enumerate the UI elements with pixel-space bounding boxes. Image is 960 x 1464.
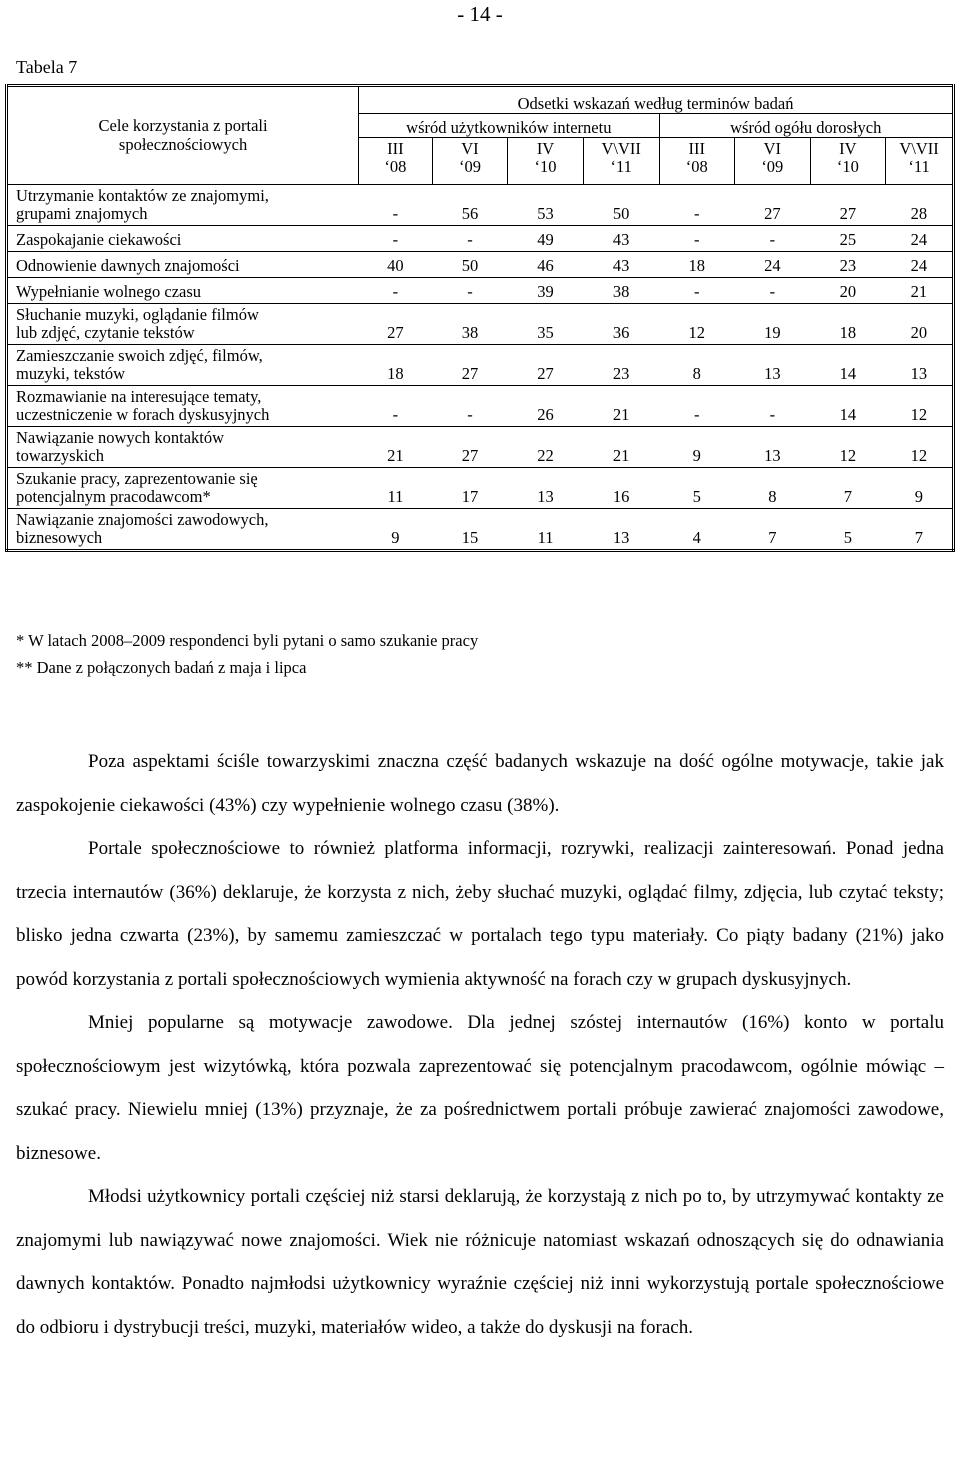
table-caption: Tabela 7 xyxy=(16,57,78,77)
table-row xyxy=(7,344,954,385)
table-cell: 38 xyxy=(432,303,508,344)
footnote-2: ** Dane z połączonych badań z maja i lipca xyxy=(16,658,307,677)
term-header: III ‘08 xyxy=(659,138,735,185)
row-label: Słuchanie muzyki, oglądanie filmów lub zdjęć, czytanie tekstów xyxy=(7,303,359,344)
table-cell: 21 xyxy=(583,426,659,467)
footnote-1: * W latach 2008‒2009 respondenci byli pytani o samo szukanie pracy xyxy=(16,631,479,650)
table-cell: 13 xyxy=(886,344,954,385)
table-cell: 26 xyxy=(508,385,584,426)
row-label: Odnowienie dawnych znajomości xyxy=(7,251,359,277)
term-header: III ‘08 xyxy=(359,138,433,185)
row-label: Zaspokajanie ciekawości xyxy=(7,225,359,251)
table-cell: 9 xyxy=(359,508,433,550)
table-cell: 8 xyxy=(735,467,811,508)
term-header: VI ‘09 xyxy=(432,138,508,185)
table-cell: 20 xyxy=(886,303,954,344)
paragraph: Młodsi użytkownicy portali częściej niż starsi deklarują, że korzystają z nich po to, by utrzymywać kontakty ze znajomymi lub nawiązywać nowe znajomości. Wiek nie różnicuje natomiast wskazań odnoszących się do odnawiania dawnych kontaktów. Ponadto najmłodsi użytkownicy wyraźnie częściej niż inni wykorzystują portale społecznościowe do odbioru i dystrybucji treści, muzyki, materiałów wideo, a także do dyskusji na forach. xyxy=(16,1186,944,1338)
table-cell: 13 xyxy=(735,426,811,467)
table-cell: - xyxy=(359,277,433,303)
data-table xyxy=(5,84,955,552)
table-row xyxy=(7,185,954,226)
table-cell: 19 xyxy=(735,303,811,344)
table-cell: 7 xyxy=(735,508,811,550)
table-cell: 27 xyxy=(432,344,508,385)
table-row xyxy=(7,426,954,467)
table-cell: 12 xyxy=(886,385,954,426)
row-label: Wypełnianie wolnego czasu xyxy=(7,277,359,303)
table-cell: 7 xyxy=(886,508,954,550)
table-cell: 39 xyxy=(508,277,584,303)
table-cell: 5 xyxy=(659,467,735,508)
table-cell: 4 xyxy=(659,508,735,550)
group-header-internet-users: wśród użytkowników internetu xyxy=(359,114,659,138)
table-row xyxy=(7,303,954,344)
table-cell: 20 xyxy=(810,277,886,303)
table-cell: - xyxy=(659,277,735,303)
table-cell: 13 xyxy=(735,344,811,385)
table-cell: 21 xyxy=(583,385,659,426)
table-cell: 56 xyxy=(432,185,508,226)
table-cell: 11 xyxy=(359,467,433,508)
term-header: V\VII ‘11 xyxy=(583,138,659,185)
term-header: IV ‘10 xyxy=(810,138,886,185)
table-row xyxy=(7,385,954,426)
table-row xyxy=(7,277,954,303)
paragraph: Portale społecznościowe to również platforma informacji, rozrywki, realizacji zainteresowań. Ponad jedna trzecia internautów (36%) deklaruje, że korzysta z nich, żeby słuchać muzyki, oglądać filmy, zdjęcia, lub czytać teksty; blisko jedna czwarta (23%), by samemu zamieszczać w portalach tego typu materiały. Co piąty badany (21%) jako powód korzystania z portali społecznościowych wymienia aktywność na forach czy w grupach dyskusyjnych. xyxy=(16,838,944,990)
table-cell: 12 xyxy=(886,426,954,467)
table-cell: 27 xyxy=(359,303,433,344)
table-cell: - xyxy=(659,185,735,226)
table-cell: - xyxy=(735,225,811,251)
table-cell: 23 xyxy=(810,251,886,277)
group-header-all-adults: wśród ogółu dorosłych xyxy=(659,114,954,138)
table-cell: 13 xyxy=(583,508,659,550)
table-cell: 43 xyxy=(583,225,659,251)
table-cell: - xyxy=(359,225,433,251)
paragraph: Poza aspektami ściśle towarzyskimi znaczna część badanych wskazuje na dość ogólne motywacje, takie jak zaspokojenie ciekawości (43%) czy wypełnienie wolnego czasu (38%). xyxy=(16,751,944,816)
row-label: Utrzymanie kontaktów ze znajomymi, grupami znajomych xyxy=(7,185,359,226)
table-cell: 21 xyxy=(359,426,433,467)
super-header: Odsetki wskazań według terminów badań xyxy=(359,86,954,114)
table-row xyxy=(7,467,954,508)
table-cell: 49 xyxy=(508,225,584,251)
table-cell: 46 xyxy=(508,251,584,277)
table-cell: 27 xyxy=(735,185,811,226)
table-cell: 17 xyxy=(432,467,508,508)
table-cell: 12 xyxy=(659,303,735,344)
table-cell: 27 xyxy=(810,185,886,226)
table-cell: - xyxy=(735,385,811,426)
stub-header: Cele korzystania z portali społecznościowych xyxy=(7,86,359,185)
table-cell: - xyxy=(659,385,735,426)
row-label: Zamieszczanie swoich zdjęć, filmów, muzyki, tekstów xyxy=(7,344,359,385)
table-cell: 35 xyxy=(508,303,584,344)
body-text xyxy=(16,740,944,1349)
table-cell: - xyxy=(359,385,433,426)
table-cell: - xyxy=(659,225,735,251)
table-cell: 27 xyxy=(508,344,584,385)
table-cell: 7 xyxy=(810,467,886,508)
table-cell: 11 xyxy=(508,508,584,550)
table-cell: 13 xyxy=(508,467,584,508)
table-cell: 50 xyxy=(432,251,508,277)
table-cell: 24 xyxy=(886,225,954,251)
table-cell: 5 xyxy=(810,508,886,550)
table-cell: 22 xyxy=(508,426,584,467)
row-label: Szukanie pracy, zaprezentowanie się potencjalnym pracodawcom* xyxy=(7,467,359,508)
table-cell: 43 xyxy=(583,251,659,277)
table-cell: 38 xyxy=(583,277,659,303)
term-header: VI ‘09 xyxy=(735,138,811,185)
table-cell: - xyxy=(432,385,508,426)
table-cell: 53 xyxy=(508,185,584,226)
table-cell: 18 xyxy=(810,303,886,344)
row-label: Nawiązanie znajomości zawodowych, biznesowych xyxy=(7,508,359,550)
table-cell: - xyxy=(432,225,508,251)
table-row xyxy=(7,225,954,251)
table-cell: 15 xyxy=(432,508,508,550)
table-cell: 18 xyxy=(659,251,735,277)
table-cell: 14 xyxy=(810,385,886,426)
table-cell: - xyxy=(735,277,811,303)
table-cell: 9 xyxy=(886,467,954,508)
row-label: Nawiązanie nowych kontaktów towarzyskich xyxy=(7,426,359,467)
table-cell: 25 xyxy=(810,225,886,251)
table-cell: - xyxy=(432,277,508,303)
paragraph: Mniej popularne są motywacje zawodowe. Dla jednej szóstej internautów (16%) konto w portalu społecznościowym jest wizytówką, która pozwala zaprezentować się potencjalnym pracodawcom, ogólnie mówiąc ‒ szukać pracy. Niewielu mniej (13%) przyznaje, że za pośrednictwem portali próbuje zawierać znajomości zawodowe, biznesowe. xyxy=(16,1012,944,1164)
table-cell: 27 xyxy=(432,426,508,467)
table-cell: 23 xyxy=(583,344,659,385)
term-header: IV ‘10 xyxy=(508,138,584,185)
table-cell: 12 xyxy=(810,426,886,467)
table-cell: 40 xyxy=(359,251,433,277)
table-cell: 36 xyxy=(583,303,659,344)
term-header: V\VII ‘11 xyxy=(886,138,954,185)
table-cell: 24 xyxy=(735,251,811,277)
table-cell: 8 xyxy=(659,344,735,385)
table-cell: 18 xyxy=(359,344,433,385)
table-cell: 14 xyxy=(810,344,886,385)
table-row xyxy=(7,508,954,550)
table-row xyxy=(7,251,954,277)
table-cell: - xyxy=(359,185,433,226)
table-cell: 9 xyxy=(659,426,735,467)
table-cell: 50 xyxy=(583,185,659,226)
page-number: - 14 - xyxy=(457,2,503,26)
row-label: Rozmawianie na interesujące tematy, uczestniczenie w forach dyskusyjnych xyxy=(7,385,359,426)
table-cell: 24 xyxy=(886,251,954,277)
table-cell: 21 xyxy=(886,277,954,303)
table-cell: 28 xyxy=(886,185,954,226)
table-cell: 16 xyxy=(583,467,659,508)
